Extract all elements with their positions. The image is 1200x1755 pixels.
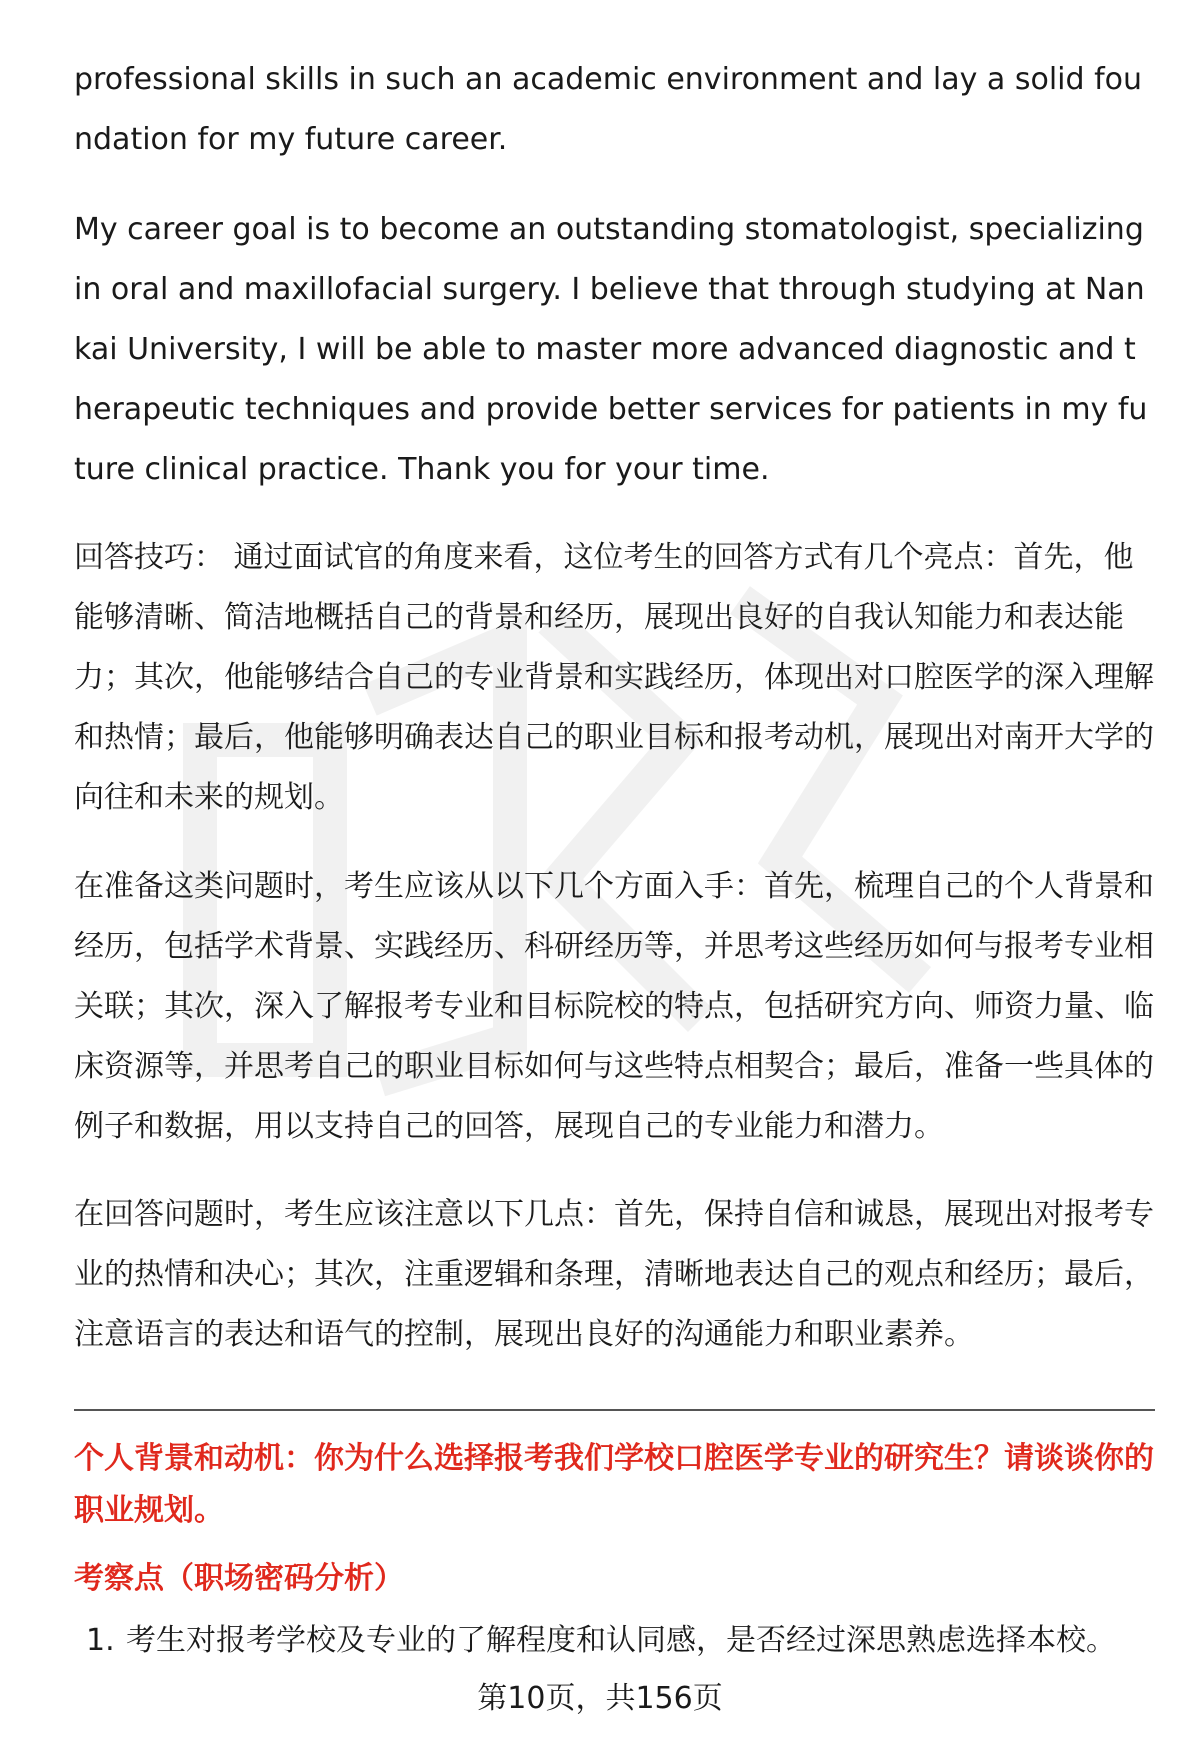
assessment-points-heading: 考察点（职场密码分析） [74, 1561, 404, 1596]
paragraph-english-2: My career goal is to become an outstanding stomatologist, specializing in oral and maxillofacial surgery. I believe that through studying at Nankai University, I will be able to master more advanced diagnostic and therapeutic techniques and provide better services for patients in my future clinical practice. Thank you for your time. [74, 212, 1148, 487]
paragraph-attention: 在回答问题时，考生应该注意以下几点：首先，保持自信和诚恳，展现出对报考专业的热情和决心；其次，注重逻辑和条理，清晰地表达自己的观点和经历；最后，注意语言的表达和语气的控制，展现出良好的沟通能力和职业素养。 [74, 1197, 1154, 1352]
page-footer: 第10页，共156页 [477, 1681, 723, 1716]
paragraph-english-1: professional skills in such an academic environment and lay a solid foundation for my future career. [74, 62, 1143, 157]
list-item [86, 1615, 1146, 1667]
list-item-number: 1. [86, 1623, 115, 1658]
paragraph-answer-tips: 回答技巧： 通过面试官的角度来看，这位考生的回答方式有几个亮点：首先，他能够清晰、简洁地概括自己的背景和经历，展现出良好的自我认知能力和表达能力；其次，他能够结合自己的专业背景和实践经历，体现出对口腔医学的深入理解和热情；最后，他能够明确表达自己的职业目标和报考动机，展现出对南开大学的向往和未来的规划。 [74, 540, 1154, 815]
section-divider [74, 1409, 1155, 1411]
question-heading: 个人背景和动机：你为什么选择报考我们学校口腔医学专业的研究生？请谈谈你的职业规划。 [74, 1441, 1154, 1528]
list-item-text: 考生对报考学校及专业的了解程度和认同感，是否经过深思熟虑选择本校。 [126, 1623, 1116, 1658]
paragraph-preparation: 在准备这类问题时，考生应该从以下几个方面入手：首先，梳理自己的个人背景和经历，包括学术背景、实践经历、科研经历等，并思考这些经历如何与报考专业相关联；其次，深入了解报考专业和目标院校的特点，包括研究方向、师资力量、临床资源等，并思考自己的职业目标如何与这些特点相契合；最后，准备一些具体的例子和数据，用以支持自己的回答，展现自己的专业能力和潜力。 [74, 869, 1154, 1144]
